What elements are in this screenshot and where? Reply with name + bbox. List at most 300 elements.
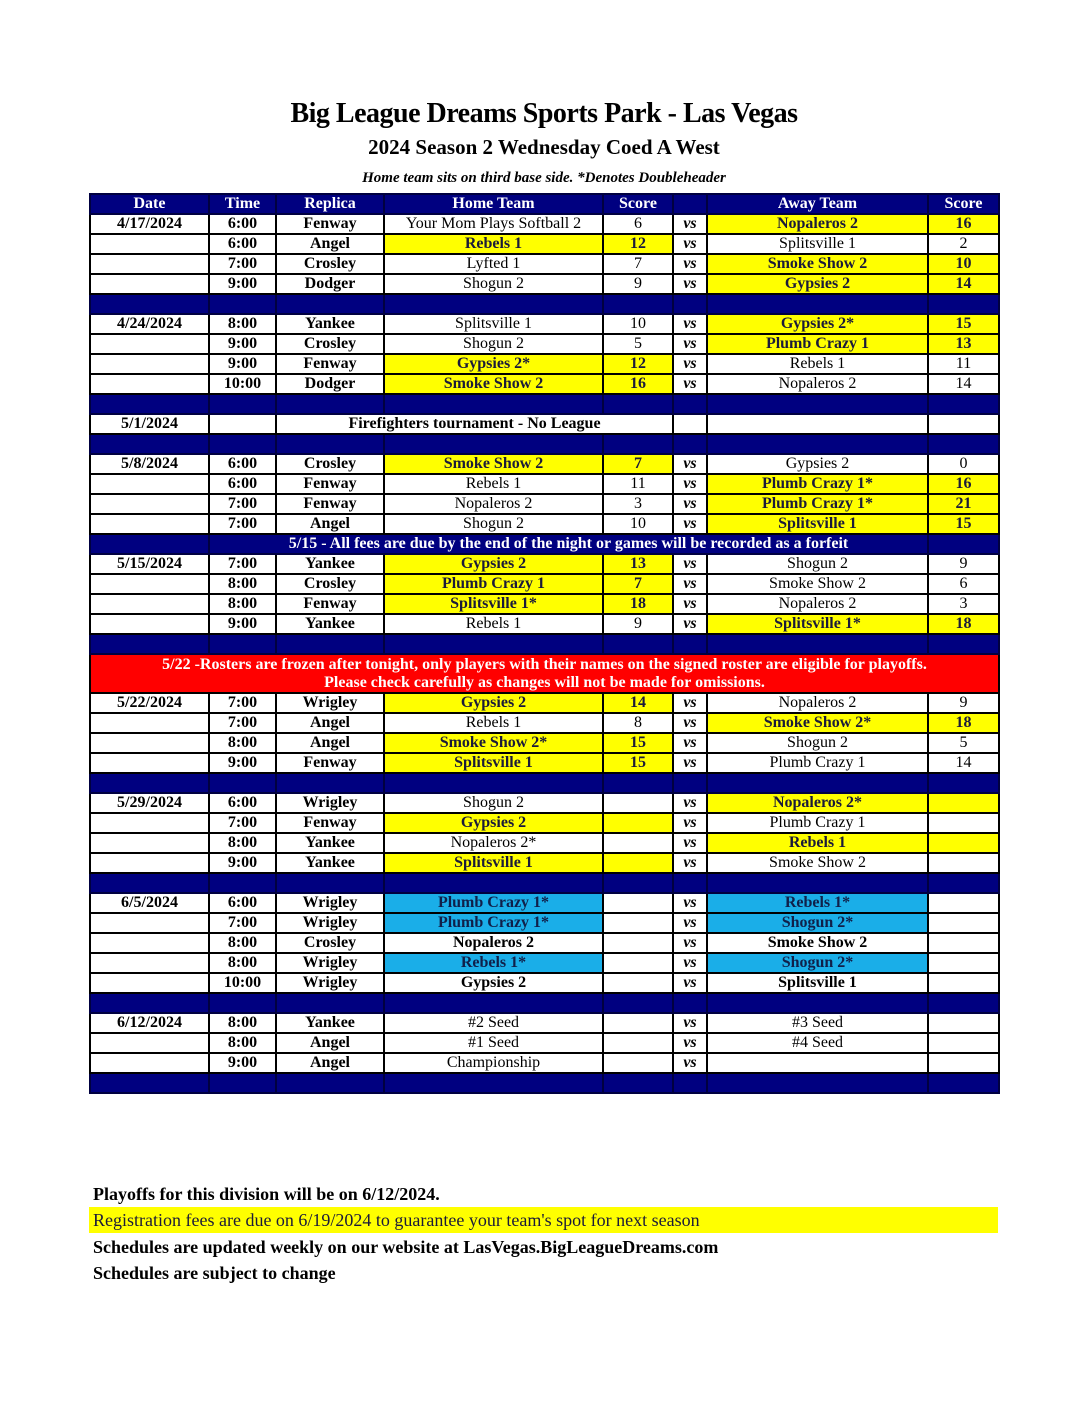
separator-cell — [209, 434, 276, 454]
time-cell — [209, 414, 276, 434]
vs-cell: vs — [673, 933, 707, 953]
date-cell — [90, 1053, 209, 1073]
column-header-home-score: Score — [603, 194, 673, 214]
time-cell: 8:00 — [209, 833, 276, 853]
separator-cell — [384, 434, 603, 454]
home-score-cell: 5 — [603, 334, 673, 354]
home-team-cell: Lyfted 1 — [384, 254, 603, 274]
time-cell: 9:00 — [209, 274, 276, 294]
game-row — [90, 354, 999, 374]
time-cell: 10:00 — [209, 973, 276, 993]
separator-cell — [276, 434, 384, 454]
separator-cell — [209, 1073, 276, 1093]
date-cell: 4/24/2024 — [90, 314, 209, 334]
separator-cell — [603, 993, 673, 1013]
date-cell: 5/29/2024 — [90, 793, 209, 813]
away-team-cell: Nopaleros 2 — [707, 693, 928, 713]
date-cell — [90, 494, 209, 514]
separator-cell — [673, 873, 707, 893]
home-team-cell: Nopaleros 2 — [384, 933, 603, 953]
date-cell: 4/17/2024 — [90, 214, 209, 234]
date-cell — [90, 973, 209, 993]
away-score-cell — [928, 793, 999, 813]
away-score-cell: 16 — [928, 474, 999, 494]
away-score-cell: 18 — [928, 713, 999, 733]
vs-cell: vs — [673, 793, 707, 813]
page-title: Big League Dreams Sports Park - Las Vegas — [290, 98, 798, 129]
game-row — [90, 833, 999, 853]
home-team-cell: Splitsville 1 — [384, 314, 603, 334]
date-cell: 5/15/2024 — [90, 554, 209, 574]
time-cell: 10:00 — [209, 374, 276, 394]
fees-due-banner: 5/15 - All fees are due by the end of the night or games will be recorded as a forfeit — [209, 534, 928, 554]
schedule-table — [89, 193, 1000, 1094]
away-team-cell: Plumb Crazy 1 — [707, 753, 928, 773]
home-team-cell: Gypsies 2 — [384, 693, 603, 713]
separator-cell — [707, 394, 928, 414]
home-score-cell — [603, 853, 673, 873]
replica-field-cell: Wrigley — [276, 953, 384, 973]
replica-field-cell: Angel — [276, 733, 384, 753]
time-cell: 7:00 — [209, 254, 276, 274]
replica-field-cell: Crosley — [276, 254, 384, 274]
vs-cell — [673, 414, 707, 434]
home-score-cell — [603, 973, 673, 993]
column-header-time: Time — [209, 194, 276, 214]
time-cell: 8:00 — [209, 594, 276, 614]
date-cell — [90, 833, 209, 853]
home-score-cell: 7 — [603, 254, 673, 274]
time-cell: 7:00 — [209, 813, 276, 833]
away-team-cell: Gypsies 2 — [707, 274, 928, 294]
home-team-cell: Shogun 2 — [384, 334, 603, 354]
away-score-cell: 14 — [928, 753, 999, 773]
vs-cell: vs — [673, 753, 707, 773]
vs-cell: vs — [673, 254, 707, 274]
separator-cell — [384, 773, 603, 793]
vs-cell: vs — [673, 474, 707, 494]
time-cell: 8:00 — [209, 953, 276, 973]
home-score-cell: 18 — [603, 594, 673, 614]
home-team-cell: Gypsies 2 — [384, 813, 603, 833]
replica-field-cell: Yankee — [276, 614, 384, 634]
away-score-cell: 5 — [928, 733, 999, 753]
game-row — [90, 933, 999, 953]
separator-cell — [209, 634, 276, 654]
separator-cell — [90, 294, 209, 314]
time-cell: 9:00 — [209, 1053, 276, 1073]
replica-field-cell: Angel — [276, 1033, 384, 1053]
vs-cell: vs — [673, 274, 707, 294]
separator-cell — [90, 1073, 209, 1093]
time-cell: 8:00 — [209, 574, 276, 594]
away-team-cell: Smoke Show 2 — [707, 853, 928, 873]
home-team-cell: Shogun 2 — [384, 274, 603, 294]
home-team-cell: Rebels 1 — [384, 474, 603, 494]
time-cell: 7:00 — [209, 494, 276, 514]
game-row — [90, 474, 999, 494]
separator-cell — [928, 1073, 999, 1093]
separator-cell — [707, 294, 928, 314]
home-score-cell: 10 — [603, 514, 673, 534]
home-score-cell — [603, 913, 673, 933]
away-score-cell: 14 — [928, 374, 999, 394]
game-row — [90, 1013, 999, 1033]
separator-cell — [928, 773, 999, 793]
separator-cell — [603, 1073, 673, 1093]
away-score-cell: 2 — [928, 234, 999, 254]
vs-cell: vs — [673, 574, 707, 594]
away-score-cell: 13 — [928, 334, 999, 354]
away-team-cell: #4 Seed — [707, 1033, 928, 1053]
replica-field-cell: Crosley — [276, 574, 384, 594]
separator-cell — [603, 773, 673, 793]
game-row — [90, 793, 999, 813]
time-cell: 6:00 — [209, 793, 276, 813]
roster-freeze-line-2: Please check carefully as changes will not be made for omissions. — [324, 673, 765, 691]
home-score-cell: 7 — [603, 574, 673, 594]
vs-cell: vs — [673, 1053, 707, 1073]
time-cell: 6:00 — [209, 234, 276, 254]
home-team-cell: Gypsies 2 — [384, 554, 603, 574]
away-score-cell: 9 — [928, 554, 999, 574]
replica-field-cell: Yankee — [276, 853, 384, 873]
separator-cell — [276, 1073, 384, 1093]
home-team-cell: Shogun 2 — [384, 793, 603, 813]
home-team-cell: Rebels 1 — [384, 614, 603, 634]
separator-cell — [384, 993, 603, 1013]
home-score-cell: 13 — [603, 554, 673, 574]
vs-cell: vs — [673, 1033, 707, 1053]
away-score-cell — [928, 953, 999, 973]
date-cell — [90, 514, 209, 534]
banner-date-cell — [90, 534, 209, 554]
separator-cell — [90, 634, 209, 654]
date-cell: 6/12/2024 — [90, 1013, 209, 1033]
home-score-cell — [603, 893, 673, 913]
replica-field-cell: Fenway — [276, 494, 384, 514]
date-cell — [90, 474, 209, 494]
vs-cell: vs — [673, 614, 707, 634]
no-league-row — [90, 414, 999, 434]
separator-cell — [928, 394, 999, 414]
date-cell — [90, 933, 209, 953]
vs-cell: vs — [673, 1013, 707, 1033]
away-score-cell: 9 — [928, 693, 999, 713]
home-score-cell: 7 — [603, 454, 673, 474]
home-score-cell: 14 — [603, 693, 673, 713]
away-team-cell — [707, 414, 928, 434]
separator-cell — [928, 873, 999, 893]
game-row — [90, 454, 999, 474]
time-cell: 8:00 — [209, 1013, 276, 1033]
separator-cell — [928, 294, 999, 314]
home-score-cell — [603, 1013, 673, 1033]
away-team-cell: Rebels 1* — [707, 893, 928, 913]
date-cell — [90, 813, 209, 833]
separator-cell — [384, 294, 603, 314]
away-team-cell: Splitsville 1 — [707, 234, 928, 254]
home-score-cell: 8 — [603, 713, 673, 733]
vs-cell: vs — [673, 234, 707, 254]
away-score-cell: 15 — [928, 514, 999, 534]
vs-cell: vs — [673, 733, 707, 753]
away-team-cell: Splitsville 1* — [707, 614, 928, 634]
away-score-cell: 15 — [928, 314, 999, 334]
date-cell — [90, 594, 209, 614]
away-score-cell — [928, 1013, 999, 1033]
away-team-cell: Shogun 2 — [707, 554, 928, 574]
date-cell — [90, 1033, 209, 1053]
separator-cell — [603, 294, 673, 314]
vs-cell: vs — [673, 514, 707, 534]
game-row — [90, 574, 999, 594]
away-score-cell: 21 — [928, 494, 999, 514]
home-team-cell: Nopaleros 2* — [384, 833, 603, 853]
separator-cell — [707, 873, 928, 893]
separator-cell — [673, 773, 707, 793]
date-cell: 6/5/2024 — [90, 893, 209, 913]
footer-playoffs-note: Playoffs for this division will be on 6/12/2024. — [93, 1184, 440, 1204]
time-cell: 9:00 — [209, 354, 276, 374]
vs-cell: vs — [673, 953, 707, 973]
vs-cell: vs — [673, 594, 707, 614]
vs-cell: vs — [673, 813, 707, 833]
home-team-cell: #2 Seed — [384, 1013, 603, 1033]
away-team-cell: Nopaleros 2 — [707, 214, 928, 234]
replica-field-cell: Wrigley — [276, 893, 384, 913]
away-score-cell: 18 — [928, 614, 999, 634]
separator-cell — [276, 993, 384, 1013]
vs-cell: vs — [673, 494, 707, 514]
footer-subject-note: Schedules are subject to change — [93, 1263, 336, 1283]
away-team-cell: Smoke Show 2 — [707, 574, 928, 594]
away-score-cell: 6 — [928, 574, 999, 594]
home-score-cell: 9 — [603, 274, 673, 294]
home-team-cell: Smoke Show 2 — [384, 454, 603, 474]
away-team-cell — [707, 1053, 928, 1073]
time-cell: 8:00 — [209, 733, 276, 753]
replica-field-cell: Yankee — [276, 314, 384, 334]
away-team-cell: Shogun 2* — [707, 953, 928, 973]
game-row — [90, 1053, 999, 1073]
home-team-cell: Splitsville 1 — [384, 853, 603, 873]
separator-cell — [707, 773, 928, 793]
game-row — [90, 893, 999, 913]
separator-cell — [928, 434, 999, 454]
separator-cell — [603, 634, 673, 654]
home-team-cell: Rebels 1* — [384, 953, 603, 973]
column-header-away-score: Score — [928, 194, 999, 214]
footer-website-note: Schedules are updated weekly on our website at LasVegas.BigLeagueDreams.com — [93, 1237, 719, 1257]
home-score-cell — [603, 933, 673, 953]
game-row — [90, 913, 999, 933]
home-score-cell — [603, 953, 673, 973]
replica-field-cell: Dodger — [276, 274, 384, 294]
time-cell: 9:00 — [209, 334, 276, 354]
column-header-home-team: Home Team — [384, 194, 603, 214]
time-cell: 6:00 — [209, 893, 276, 913]
away-score-cell — [928, 833, 999, 853]
replica-field-cell: Fenway — [276, 354, 384, 374]
home-team-cell: Rebels 1 — [384, 713, 603, 733]
date-cell: 5/1/2024 — [90, 414, 209, 434]
away-score-cell — [928, 973, 999, 993]
away-team-cell: Rebels 1 — [707, 833, 928, 853]
game-row — [90, 813, 999, 833]
home-team-cell: Splitsville 1* — [384, 594, 603, 614]
time-cell: 8:00 — [209, 314, 276, 334]
away-team-cell: Smoke Show 2 — [707, 254, 928, 274]
separator-cell — [928, 634, 999, 654]
home-team-cell: Smoke Show 2* — [384, 733, 603, 753]
home-team-cell: Your Mom Plays Softball 2 — [384, 214, 603, 234]
time-cell: 6:00 — [209, 214, 276, 234]
game-row — [90, 594, 999, 614]
replica-field-cell: Yankee — [276, 554, 384, 574]
game-row — [90, 514, 999, 534]
week-separator-row — [90, 993, 999, 1013]
vs-cell: vs — [673, 893, 707, 913]
home-team-cell: Gypsies 2 — [384, 973, 603, 993]
away-score-cell: 14 — [928, 274, 999, 294]
vs-cell: vs — [673, 554, 707, 574]
away-score-cell — [928, 414, 999, 434]
away-team-cell: Smoke Show 2 — [707, 933, 928, 953]
home-team-cell: Smoke Show 2 — [384, 374, 603, 394]
vs-cell: vs — [673, 973, 707, 993]
time-cell: 8:00 — [209, 933, 276, 953]
game-row — [90, 733, 999, 753]
away-score-cell — [928, 913, 999, 933]
home-team-cell: Gypsies 2* — [384, 354, 603, 374]
schedule-note: Home team sits on third base side. *Denotes Doubleheader — [362, 170, 726, 186]
home-team-cell: Rebels 1 — [384, 234, 603, 254]
away-team-cell: Rebels 1 — [707, 354, 928, 374]
separator-cell — [209, 394, 276, 414]
footer-registration-note: Registration fees are due on 6/19/2024 to guarantee your team's spot for next season — [89, 1207, 998, 1233]
separator-cell — [209, 294, 276, 314]
separator-cell — [603, 873, 673, 893]
replica-field-cell: Angel — [276, 713, 384, 733]
vs-cell: vs — [673, 214, 707, 234]
time-cell: 8:00 — [209, 1033, 276, 1053]
date-cell: 5/22/2024 — [90, 693, 209, 713]
time-cell: 9:00 — [209, 614, 276, 634]
replica-field-cell: Wrigley — [276, 913, 384, 933]
home-score-cell: 10 — [603, 314, 673, 334]
home-score-cell: 9 — [603, 614, 673, 634]
date-cell — [90, 733, 209, 753]
away-team-cell: Smoke Show 2* — [707, 713, 928, 733]
week-separator-row — [90, 1073, 999, 1093]
separator-cell — [384, 1073, 603, 1093]
date-cell — [90, 354, 209, 374]
date-cell — [90, 753, 209, 773]
separator-cell — [209, 993, 276, 1013]
home-score-cell: 12 — [603, 354, 673, 374]
vs-cell: vs — [673, 354, 707, 374]
home-score-cell: 11 — [603, 474, 673, 494]
separator-cell — [90, 394, 209, 414]
fees-banner-row — [90, 534, 999, 554]
separator-cell — [707, 434, 928, 454]
roster-freeze-banner-row — [90, 654, 999, 693]
separator-cell — [209, 873, 276, 893]
replica-field-cell: Wrigley — [276, 693, 384, 713]
away-team-cell: Nopaleros 2* — [707, 793, 928, 813]
away-team-cell: Plumb Crazy 1 — [707, 813, 928, 833]
time-cell: 7:00 — [209, 713, 276, 733]
home-score-cell: 12 — [603, 234, 673, 254]
away-team-cell: Nopaleros 2 — [707, 594, 928, 614]
separator-cell — [673, 394, 707, 414]
separator-cell — [90, 993, 209, 1013]
time-cell: 9:00 — [209, 853, 276, 873]
home-score-cell: 15 — [603, 753, 673, 773]
away-score-cell: 0 — [928, 454, 999, 474]
separator-cell — [673, 993, 707, 1013]
game-row — [90, 614, 999, 634]
away-team-cell: Plumb Crazy 1* — [707, 474, 928, 494]
week-separator-row — [90, 434, 999, 454]
date-cell — [90, 334, 209, 354]
game-row — [90, 314, 999, 334]
home-team-cell: Splitsville 1 — [384, 753, 603, 773]
schedule-body — [90, 214, 999, 1093]
separator-cell — [707, 634, 928, 654]
time-cell: 7:00 — [209, 514, 276, 534]
away-team-cell: Gypsies 2* — [707, 314, 928, 334]
home-team-cell: Plumb Crazy 1 — [384, 574, 603, 594]
date-cell — [90, 374, 209, 394]
home-team-cell: #1 Seed — [384, 1033, 603, 1053]
replica-field-cell: Angel — [276, 234, 384, 254]
game-row — [90, 973, 999, 993]
game-row — [90, 274, 999, 294]
separator-cell — [276, 634, 384, 654]
replica-field-cell: Fenway — [276, 474, 384, 494]
separator-cell — [673, 1073, 707, 1093]
replica-field-cell: Crosley — [276, 933, 384, 953]
away-score-cell — [928, 1033, 999, 1053]
date-cell — [90, 913, 209, 933]
game-row — [90, 953, 999, 973]
date-cell — [90, 254, 209, 274]
game-row — [90, 1033, 999, 1053]
column-header-replica: Replica — [276, 194, 384, 214]
replica-field-cell: Wrigley — [276, 793, 384, 813]
week-separator-row — [90, 634, 999, 654]
away-team-cell: #3 Seed — [707, 1013, 928, 1033]
separator-cell — [90, 773, 209, 793]
separator-cell — [384, 634, 603, 654]
game-row — [90, 753, 999, 773]
separator-cell — [276, 394, 384, 414]
game-row — [90, 334, 999, 354]
time-cell: 9:00 — [209, 753, 276, 773]
date-cell: 5/8/2024 — [90, 454, 209, 474]
home-team-cell: Nopaleros 2 — [384, 494, 603, 514]
separator-cell — [209, 773, 276, 793]
away-score-cell — [928, 853, 999, 873]
page-subtitle: 2024 Season 2 Wednesday Coed A West — [368, 135, 720, 159]
separator-cell — [384, 873, 603, 893]
separator-cell — [276, 773, 384, 793]
away-team-cell: Shogun 2 — [707, 733, 928, 753]
replica-field-cell: Yankee — [276, 1013, 384, 1033]
roster-freeze-banner — [90, 654, 999, 693]
